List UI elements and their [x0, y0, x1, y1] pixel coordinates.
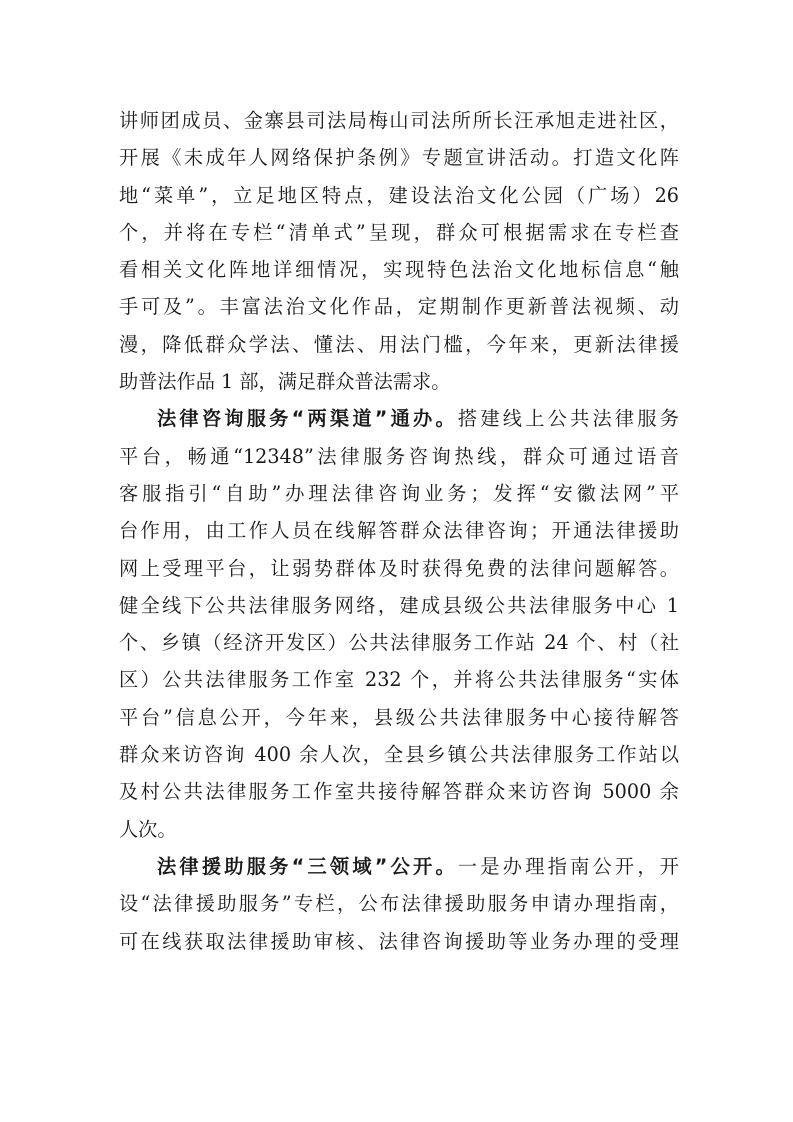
document-body	[119, 102, 679, 960]
text-line: 可在线获取法律援助审核、法律咨询援助等业务办理的受理	[119, 929, 679, 953]
paragraph-heading: 法律援助服务“三领域”公开。	[157, 854, 458, 878]
text-line-rest: 搭建线上公共法律服务	[457, 407, 679, 431]
text-line-first	[119, 848, 679, 885]
text-line: 地“菜单”，立足地区特点，建设法治文化公园（广场）26	[119, 183, 679, 207]
text-line: 漫，降低群众学法、懂法、用法门槛，今年来，更新法律援	[119, 332, 679, 356]
paragraph-heading: 法律咨询服务“两渠道”通办。	[157, 407, 458, 431]
text-line: 讲师团成员、金寨县司法局梅山司法所所长汪承旭走进社区，	[119, 109, 679, 132]
text-line: 区）公共法律服务工作室 232 个，并将公共法律服务“实体	[119, 668, 679, 692]
text-line: 手可及”。丰富法治文化作品，定期制作更新普法视频、动	[119, 295, 679, 319]
text-line: 助普法作品 1 部，满足群众普法需求。	[119, 370, 451, 394]
text-line: 网上受理平台，让弱势群体及时获得免费的法律问题解答。	[119, 556, 679, 580]
text-line: 个、乡镇（经济开发区）公共法律服务工作站 24 个、村（社	[119, 631, 679, 655]
text-line: 看相关文化阵地详细情况，实现特色法治文化地标信息“触	[119, 258, 679, 282]
text-line: 健全线下公共法律服务网络，建成县级公共法律服务中心 1	[119, 593, 679, 617]
text-line: 个，并将在专栏“清单式”呈现，群众可根据需求在专栏查	[119, 220, 679, 244]
text-line: 平台，畅通“12348”法律服务咨询热线，群众可通过语音	[119, 444, 679, 468]
text-line: 客服指引“自助”办理法律咨询业务；发挥“安徽法网”平	[119, 481, 679, 505]
text-line: 群众来访咨询 400 余人次，全县乡镇公共法律服务工作站以	[119, 743, 679, 767]
text-line: 及村公共法律服务工作室共接待解答群众来访咨询 5000 余	[119, 780, 679, 804]
paragraph-legal-aid	[119, 848, 679, 960]
text-line: 台作用，由工作人员在线解答群众法律咨询；开通法律援助	[119, 519, 679, 543]
text-line: 平台”信息公开，今年来，县级公共法律服务中心接待解答	[119, 705, 679, 729]
text-line: 人次。	[119, 817, 177, 841]
text-line: 开展《未成年人网络保护条例》专题宣讲活动。打造文化阵	[119, 146, 679, 170]
text-line-rest: 一是办理指南公开，开	[457, 854, 679, 878]
text-line-first	[119, 400, 679, 437]
paragraph-culture	[119, 102, 679, 400]
text-line: 设“法律援助服务”专栏，公布法律援助服务申请办理指南，	[119, 892, 679, 916]
paragraph-legal-consultation	[119, 400, 679, 848]
